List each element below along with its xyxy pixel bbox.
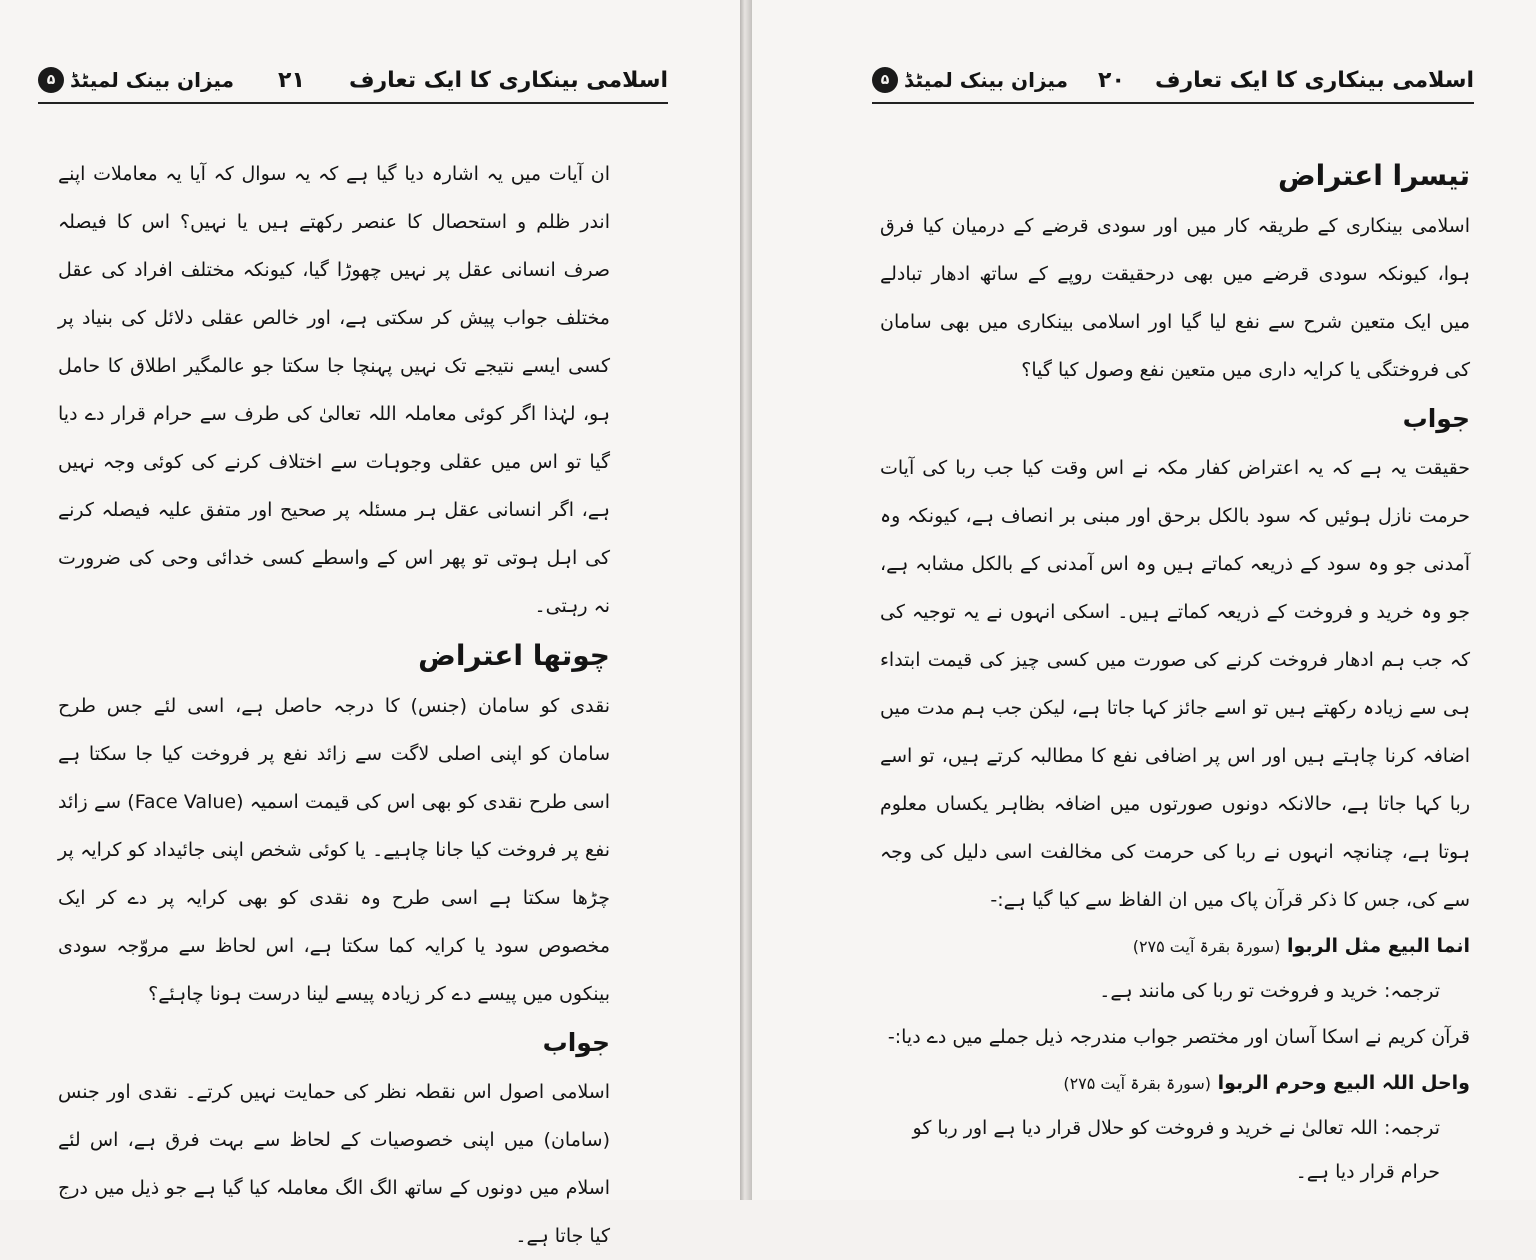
paragraph: اسلامی بینکاری کے طریقہ کار میں اور سودی قرضے کے درمیان کیا فرق ہوا، کیونکہ سودی قرضے میں بھی درحقیقت روپے کے ساتھ ادھار تبادلے میں ایک متعین شرح سے نفع لیا گیا اور اسلامی بینکاری میں بھی سامان کی فروختگی یا کرایہ داری میں متعین نفع وصول کیا گیا؟: [880, 215, 1470, 381]
page-number: ۲۰: [1098, 67, 1125, 93]
verse-reference: (سورۃ بقرۃ آیت ۲۷۵): [1132, 937, 1281, 956]
bank-brand: [872, 67, 1068, 93]
verse-reference: (سورۃ بقرۃ آیت ۲۷۵): [1063, 1074, 1211, 1093]
bank-brand: [38, 67, 234, 93]
verse-translation: ترجمہ: اللہ تعالیٰ نے خرید و فروخت کو حلال قرار دیا ہے اور ربا کو حرام قرار دیا ہے۔: [912, 1117, 1440, 1183]
book-gutter: [740, 0, 752, 1200]
page-header: [872, 58, 1474, 104]
quran-verse: [880, 924, 1470, 969]
page-left: [0, 0, 740, 1247]
paragraph: حقیقت یہ ہے کہ یہ اعتراض کفار مکہ نے اس وقت کیا جب ربا کی آیات حرمت نازل ہوئیں کہ سود بالکل برحق اور مبنی بر انصاف ہے، کیونکہ وہ آمدنی جو وہ سود کے ذریعہ کماتے ہیں وہ اس آمدنی کے بالکل مشابہ ہے، جو وہ خرید و فروخت کے ذریعہ کماتے ہیں۔ اسکی انہوں نے یہ توجیہ کی کہ جب ہم ادھار فروخت کرنے کی صورت میں کسی چیز کی قیمت ابتداء ہی سے زیادہ رکھتے ہیں تو اسے جائز کہا جاتا ہے، لیکن جب ہم مدت میں اضافہ کرنا چاہتے ہیں اور اس پر اضافی نفع کا مطالبہ کرتے ہیں، تو اسے ربا کہا جاتا ہے، حالانکہ دونوں صورتوں میں اضافہ بظاہر یکساں معلوم ہوتا ہے، چنانچہ انہوں نے ربا کی حرمت کی مخالفت اسی دلیل کی وجہ سے کی، جس کا ذکر قرآن پاک میں ان الفاظ سے کیا گیا ہے:-: [880, 457, 1470, 911]
bank-logo-icon: ۵: [38, 67, 64, 93]
page-number: ۲۱: [278, 67, 305, 93]
quran-verse: [880, 1061, 1470, 1106]
answer-heading: جواب: [542, 1028, 610, 1057]
bank-name: میزان بینک لمیٹڈ: [70, 68, 234, 92]
book-title: اسلامی بینکاری کا ایک تعارف: [348, 67, 668, 93]
paragraph: ان آیات میں یہ اشارہ دیا گیا ہے کہ یہ سوال کہ آیا یہ معاملات اپنے اندر ظلم و استحصال کا عنصر رکھتے ہیں یا نہیں؟ اس کا فیصلہ صرف انسانی عقل پر نہیں چھوڑا گیا، کیونکہ مختلف افراد کی عقل مختلف جواب پیش کر سکتی ہے، اور خالص عقلی دلائل کی بنیاد پر کسی ایسے نتیجے تک نہیں پہنچا جا سکتا جو عالمگیر اطلاق کا حامل ہو، لہٰذا اگر کوئی معاملہ اللہ تعالیٰ کی طرف سے حرام قرار دے دیا گیا تو اس میں عقلی وجوہات سے اختلاف کرنے کی کوئی وجہ نہیں ہے، اگر انسانی عقل ہر مسئلہ پر صحیح اور متفق علیہ فیصلہ کرنے کی اہل ہوتی تو پھر اس کے واسطے کسی خدائی وحی کی ضرورت نہ رہتی۔: [58, 163, 610, 617]
verse-translation: ترجمہ: خرید و فروخت تو ربا کی مانند ہے۔: [1099, 980, 1440, 1002]
paragraph: قرآن کریم نے اسکا آسان اور مختصر جواب مندرجہ ذیل جملے میں دے دیا:-: [887, 1026, 1470, 1048]
book-title: اسلامی بینکاری کا ایک تعارف: [1154, 67, 1474, 93]
verse-text: انما البیع مثل الربوا: [1286, 935, 1470, 957]
page-content: [880, 150, 1470, 1194]
page-header: [38, 58, 668, 104]
verse-text: واحل اللہ البیع وحرم الربوا: [1217, 1072, 1470, 1094]
paragraph: نقدی کو سامان (جنس) کا درجہ حاصل ہے، اسی لئے جس طرح سامان کو اپنی اصلی لاگت سے زائد نفع پر فروخت کیا جا سکتا ہے اسی طرح نقدی کو بھی اس کی قیمت اسمیہ (Face Value) سے زائد نفع پر فروخت کیا جانا چاہیے۔ یا کوئی شخص اپنی جائیداد کو کرایہ پر چڑھا سکتا ہے اسی طرح وہ نقدی کو بھی کرایہ پر دے کر ایک مخصوص سود یا کرایہ کما سکتا ہے، اس لحاظ سے مروّجہ سودی بینکوں میں پیسے دے کر زیادہ پیسے لینا درست ہونا چاہئے؟: [58, 695, 610, 1005]
page-right: [752, 0, 1536, 1200]
section-heading: چوتھا اعتراض: [418, 639, 610, 672]
page-content: [58, 150, 610, 1260]
bank-name: میزان بینک لمیٹڈ: [904, 68, 1068, 92]
answer-heading: جواب: [1402, 404, 1470, 433]
paragraph: اسلامی اصول اس نقطہ نظر کی حمایت نہیں کرتے۔ نقدی اور جنس (سامان) میں اپنی خصوصیات کے لحاظ سے بہت فرق ہے، اس لئے اسلام میں دونوں کے ساتھ الگ الگ معاملہ کیا گیا ہے جو ذیل میں درج کیا جاتا ہے۔: [58, 1081, 610, 1247]
bank-logo-icon: ۵: [872, 67, 898, 93]
section-heading: تیسرا اعتراض: [1277, 159, 1470, 192]
